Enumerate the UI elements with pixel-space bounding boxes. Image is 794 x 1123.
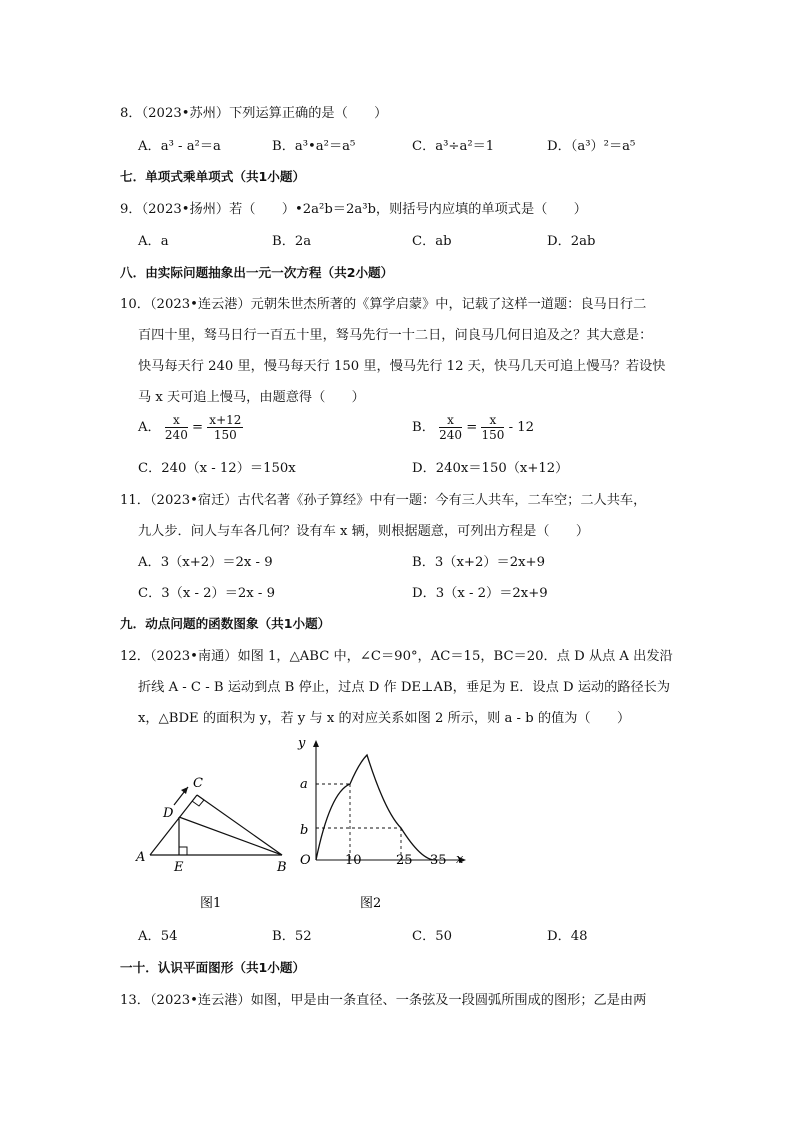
x-tick-10: 10 [345, 853, 362, 868]
side-cb [197, 795, 282, 855]
figure-2-graph [290, 730, 475, 915]
q11-option-d: D．3（x - 2）＝2x+9 [412, 586, 548, 601]
q8-stem: 8．（2023•苏州）下列运算正确的是（ ） [120, 106, 388, 121]
q11-line-1: 11．（2023•宿迁）古代名著《孙子算经》中有一题：今有三人共车，二车空；二人共车， [120, 493, 647, 508]
q12-option-b: B．52 [272, 929, 312, 944]
label-b: B [277, 860, 287, 875]
label-e: E [174, 860, 184, 875]
fraction [165, 413, 188, 442]
label-a: A [136, 850, 146, 865]
numerator: x [165, 413, 188, 428]
q10-line-1: 10．（2023•连云港）元朝朱世杰所著的《算学启蒙》中，记载了这样一道题：良马日行二 [120, 297, 647, 312]
q10-option-a-label: A． [138, 420, 161, 435]
numerator: x [481, 413, 504, 428]
figure-1-caption: 图1 [200, 896, 222, 911]
q12-line-2: 折线 A - C - B 运动到点 B 停止，过点 D 作 DE⊥AB，垂足为 E．设点 D 运动的路径长为 [138, 680, 671, 695]
q10-line-2: 百四十里，驽马日行一百五十里，驽马先行一十二日，问良马几何日追及之？其大意是： [138, 328, 653, 343]
minus-term: - 12 [508, 420, 535, 435]
q11-option-c: C．3（x - 2）＝2x - 9 [138, 586, 275, 601]
q10-option-c: C．240（x - 12）＝150x [138, 461, 296, 476]
x-axis-label: x [456, 852, 464, 867]
q8-option-a: A．a³ - a²＝a [138, 139, 221, 154]
q8-option-c: C．a³÷a²＝1 [412, 139, 495, 154]
q10-option-b [412, 413, 534, 442]
q11-option-b: B．3（x+2）＝2x+9 [412, 555, 545, 570]
label-d: D [163, 806, 174, 821]
section-10-heading: 一十．认识平面图形（共1小题） [120, 960, 306, 975]
q9-option-b: B．2a [272, 234, 312, 249]
series-y-curve [316, 755, 435, 860]
denominator: 240 [439, 428, 462, 442]
q12-option-a: A．54 [138, 929, 178, 944]
section-9-heading: 九．动点问题的函数图象（共1小题） [120, 616, 331, 631]
q8-option-d: D．（a³）²＝a⁵ [547, 139, 636, 154]
q11-line-2: 九人步．问人与车各几何？设有车 x 辆，则根据题意，可列出方程是（ ） [138, 524, 590, 539]
y-axis-label: y [298, 736, 306, 751]
q9-option-d: D．2ab [547, 234, 596, 249]
q12-option-d: D．48 [547, 929, 588, 944]
q12-line-3: x，△BDE 的面积为 y，若 y 与 x 的对应关系如图 2 所示，则 a - b 的值为（ ） [138, 711, 631, 726]
q12-line-1: 12．（2023•南通）如图 1，△ABC 中，∠C＝90°，AC＝15，BC＝20．点 D 从点 A 出发沿 [120, 649, 673, 664]
side-ac [150, 795, 197, 855]
y-tick-a: a [300, 777, 308, 792]
figure-2-caption: 图2 [360, 896, 382, 911]
right-angle-c [192, 795, 204, 806]
segment-db [179, 817, 282, 855]
fraction [207, 413, 243, 442]
q8-option-b: B．a³•a²＝a⁵ [272, 139, 356, 154]
q12-option-c: C．50 [412, 929, 453, 944]
q10-option-b-label: B． [412, 420, 435, 435]
q11-option-a: A．3（x+2）＝2x - 9 [138, 555, 273, 570]
section-8-heading: 八．由实际问题抽象出一元一次方程（共2小题） [120, 265, 394, 280]
right-angle-e [179, 847, 187, 855]
q10-line-3: 快马每天行 240 里，慢马每天行 150 里，慢马先行 12 天，快马几天可追上慢马？若设快 [138, 359, 666, 374]
q10-line-4: 马 x 天可追上慢马，由题意得（ ） [138, 390, 365, 405]
numerator: x+12 [209, 413, 242, 427]
denominator: 240 [164, 428, 188, 442]
label-c: C [193, 776, 203, 791]
denominator: 150 [481, 428, 505, 442]
y-axis-arrow [313, 740, 319, 747]
q10-option-a [138, 413, 243, 442]
equals-sign: = [192, 420, 204, 435]
figure-1-triangle [130, 765, 300, 915]
fraction [439, 413, 462, 442]
q9-option-c: C．ab [412, 234, 452, 249]
x-tick-25: 25 [396, 853, 413, 868]
x-tick-35: 35 [430, 853, 447, 868]
equals-sign: = [466, 420, 478, 435]
q13-line-1: 13．（2023•连云港）如图，甲是由一条直径、一条弦及一段圆弧所围成的图形；乙是由两 [120, 993, 647, 1008]
denominator: 150 [213, 428, 237, 442]
q9-option-a: A．a [138, 234, 169, 249]
numerator: x [439, 413, 462, 428]
origin-label: O [300, 853, 311, 868]
q10-option-d: D．240x＝150（x+12） [412, 461, 569, 476]
q9-stem: 9．（2023•扬州）若（ ）•2a²b＝2a³b，则括号内应填的单项式是（ ） [120, 202, 587, 217]
arrow-head [181, 787, 188, 794]
fraction [481, 413, 504, 442]
section-7-heading: 七．单项式乘单项式（共1小题） [120, 169, 306, 184]
y-tick-b: b [300, 823, 309, 838]
